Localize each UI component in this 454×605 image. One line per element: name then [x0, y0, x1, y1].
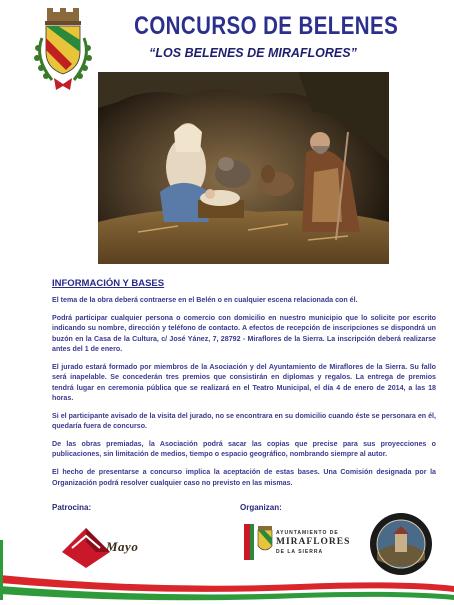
nativity-scene-photo	[98, 72, 389, 264]
rules-body	[52, 295, 436, 495]
contest-subtitle: “LOS BELENES DE MIRAFLORES”	[149, 46, 357, 60]
ayuntamiento-line2: MIRAFLORES	[276, 537, 351, 547]
ayuntamiento-line3: DE LA SIERRA	[276, 549, 324, 555]
association-seal-icon	[369, 512, 433, 576]
rule-paragraph: El jurado estará formado por miembros de la Asociación y del Ayuntamiento de Miraflores de la Sierra. Su fallo será inapelable. Se concederán tres premios que consistirán en diplomas y regalos. La entrega de premios tendrá lugar en ceremonia pública que se realizará en el Teatro Municipal, el día 4 de enero de 2014, a las 18 horas.	[52, 362, 436, 403]
sponsor-name: Mayo	[106, 539, 139, 554]
contest-title: CONCURSO DE BELENES	[134, 12, 399, 40]
sponsor-label: Patrocina:	[52, 503, 92, 512]
rule-paragraph: El hecho de presentarse a concurso implica la aceptación de estas bases. Una Comisión designada por la Organización podrá resolver cualquier caso no previsto en las mismas.	[52, 468, 436, 487]
rule-paragraph: Podrá participar cualquier persona o comercio con domicilio en nuestro municipio que lo solicite por escrito indicando su nombre, dirección y teléfono de contacto. A efectos de recepción de inscripciones se dispondrá un buzón en la Casa de la Cultura, c/ José Yánez, 7, 28792 - Miraflores de la Sierra. La inscripción deberá realizarse antes del 1 de enero.	[52, 313, 436, 354]
organizers-label: Organizan:	[240, 503, 282, 512]
rule-paragraph: Si el participante avisado de la visita del jurado, no se encontrara en su domicilio cuando éste se personara en él, quedaría fuera de concurso.	[52, 411, 436, 431]
info-heading: INFORMACIÓN Y BASES	[52, 278, 165, 289]
rule-paragraph: El tema de la obra deberá contraerse en el Belén o en cualquier escena relacionada con él.	[52, 296, 358, 304]
rule-paragraph: De las obras premiadas, la Asociación podrá sacar las copias que precise para sus proyecciones o publicaciones, sin limitación de medios, tiempo o espacio geográfico, nombrando siempre al autor.	[52, 440, 436, 459]
miraflores-coat-of-arms-icon	[30, 8, 96, 92]
ayuntamiento-line1: AYUNTAMIENTO DE	[276, 530, 339, 536]
